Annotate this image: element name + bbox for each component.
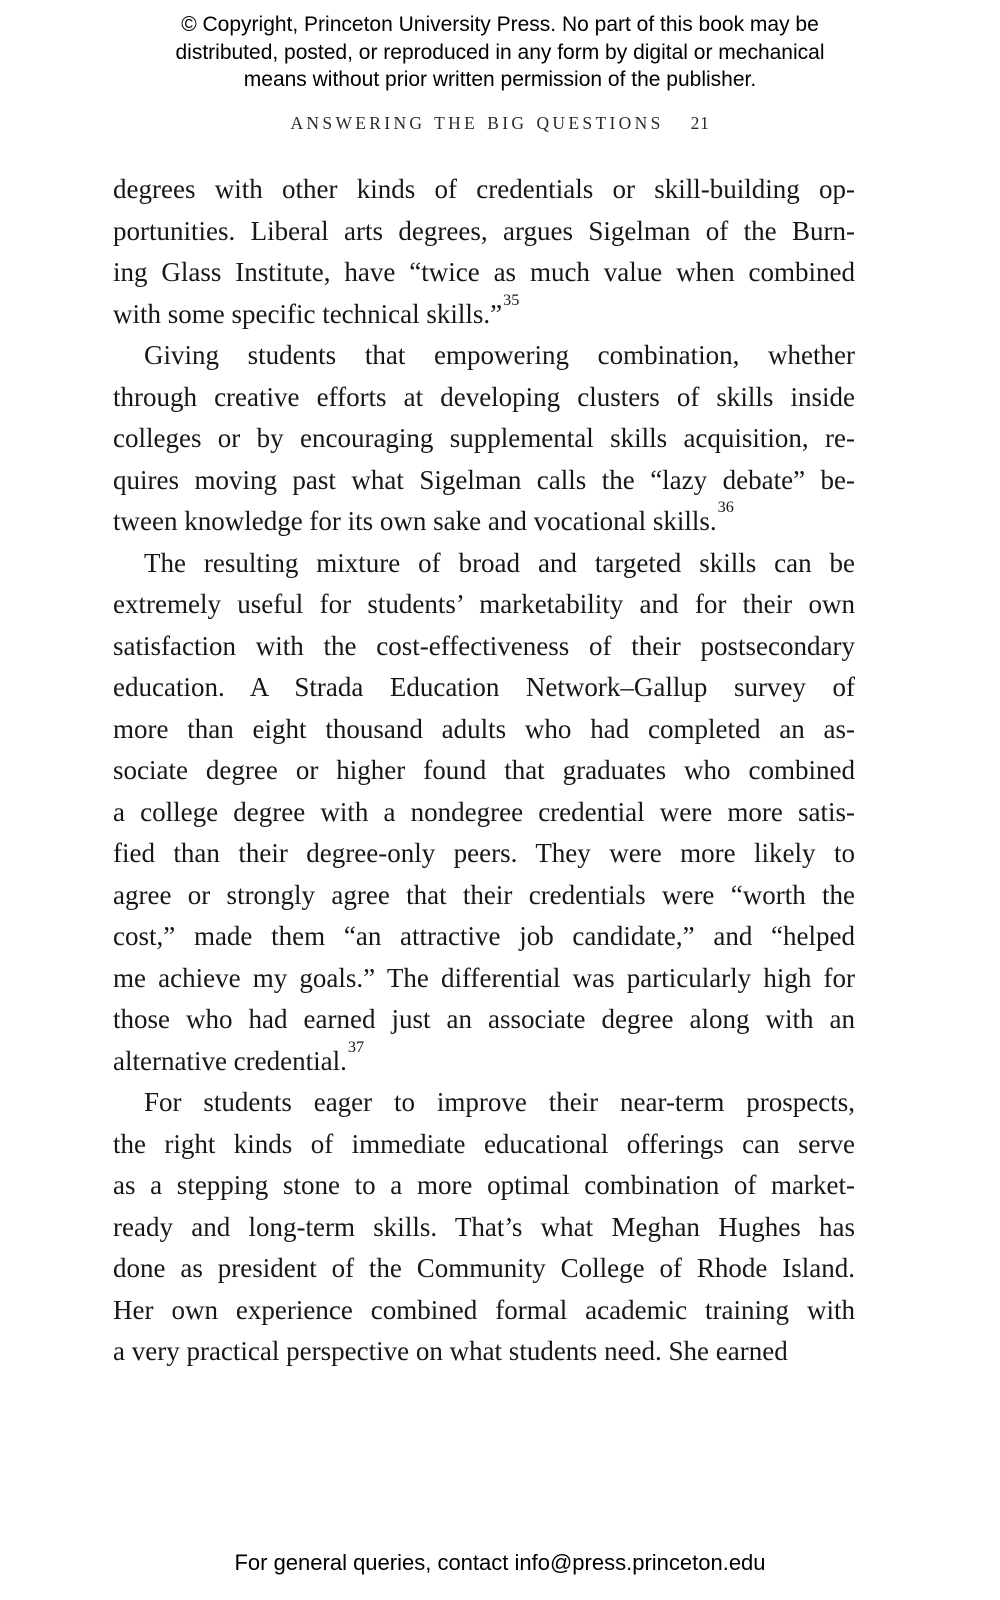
chapter-title: ANSWERING THE BIG QUESTIONS (290, 113, 664, 133)
text-line: fied than their degree-only peers. They were more likely to (113, 838, 855, 868)
footer-text: For general queries, contact info@press.princeton.edu (234, 1550, 766, 1575)
text-run: with some specific technical skills.” (113, 298, 503, 329)
text-line: ing Glass Institute, have “twice as much value when combined (113, 257, 855, 287)
text-line: through creative efforts at developing clusters of skills inside (113, 381, 855, 412)
page-number: 21 (690, 113, 710, 133)
text-line: Her own experience combined formal academic training with (113, 1294, 855, 1325)
copyright-line: © Copyright, Princeton University Press. No part of this book may be (181, 13, 819, 36)
copyright-notice (0, 11, 1000, 94)
text-line (113, 290, 855, 336)
copyright-line: means without prior written permission of the publisher. (243, 68, 757, 91)
text-line (113, 498, 855, 543)
text-line: the right kinds of immediate educational offerings can serve (113, 1128, 855, 1159)
footnote-ref-36: 36 (717, 498, 734, 517)
text-line: more than eight thousand adults who had completed an as- (113, 713, 855, 744)
text-line: a very practical perspective on what students need. She earned (113, 1336, 788, 1366)
text-line: done as president of the Community College of Rhode Island. (113, 1253, 855, 1283)
copyright-line: distributed, posted, or reproduced in any form by digital or mechanical (175, 40, 825, 64)
paragraph-3 (113, 543, 855, 1083)
footnote-ref-35: 35 (503, 290, 520, 309)
text-line: extremely useful for students’ marketability and for their own (113, 589, 855, 619)
text-line: cost,” made them “an attractive job candidate,” and “helped (113, 921, 855, 951)
text-line: agree or strongly agree that their credentials were “worth the (113, 879, 855, 910)
text-run: alternative credential. (113, 1045, 347, 1076)
body-text (113, 169, 855, 1373)
text-line: colleges or by encouraging supplemental skills acquisition, re- (113, 423, 855, 453)
text-line: degrees with other kinds of credentials or skill-building op- (113, 174, 855, 204)
text-line: a college degree with a nondegree credential were more satis- (113, 796, 855, 827)
text-line: quires moving past what Sigelman calls the “lazy debate” be- (113, 464, 855, 495)
text-line: me achieve my goals.” The differential was particularly high for (113, 962, 855, 993)
text-line: ready and long-term skills. That’s what Meghan Hughes has (113, 1211, 855, 1242)
paragraph-2 (113, 335, 855, 543)
text-line: as a stepping stone to a more optimal combination of market- (113, 1170, 855, 1200)
text-line: education. A Strada Education Network–Gallup survey of (113, 672, 855, 702)
footnote-ref-37: 37 (347, 1037, 365, 1056)
paragraph-4 (113, 1082, 855, 1373)
running-head (0, 113, 1000, 134)
text-line (113, 1037, 855, 1083)
text-line: Giving students that empowering combination, whether (144, 340, 855, 370)
footer-contact (0, 1550, 1000, 1576)
text-line: those who had earned just an associate degree along with an (113, 1004, 855, 1034)
paragraph-1 (113, 169, 855, 335)
text-line: satisfaction with the cost-effectiveness of their postsecondary (113, 630, 855, 661)
text-line: portunities. Liberal arts degrees, argues Sigelman of the Burn- (113, 215, 855, 246)
text-line: sociate degree or higher found that graduates who combined (113, 755, 855, 785)
text-line: For students eager to improve their near-term prospects, (144, 1087, 855, 1117)
text-run: tween knowledge for its own sake and vocational skills. (113, 506, 717, 536)
text-line: The resulting mixture of broad and targeted skills can be (144, 547, 855, 578)
